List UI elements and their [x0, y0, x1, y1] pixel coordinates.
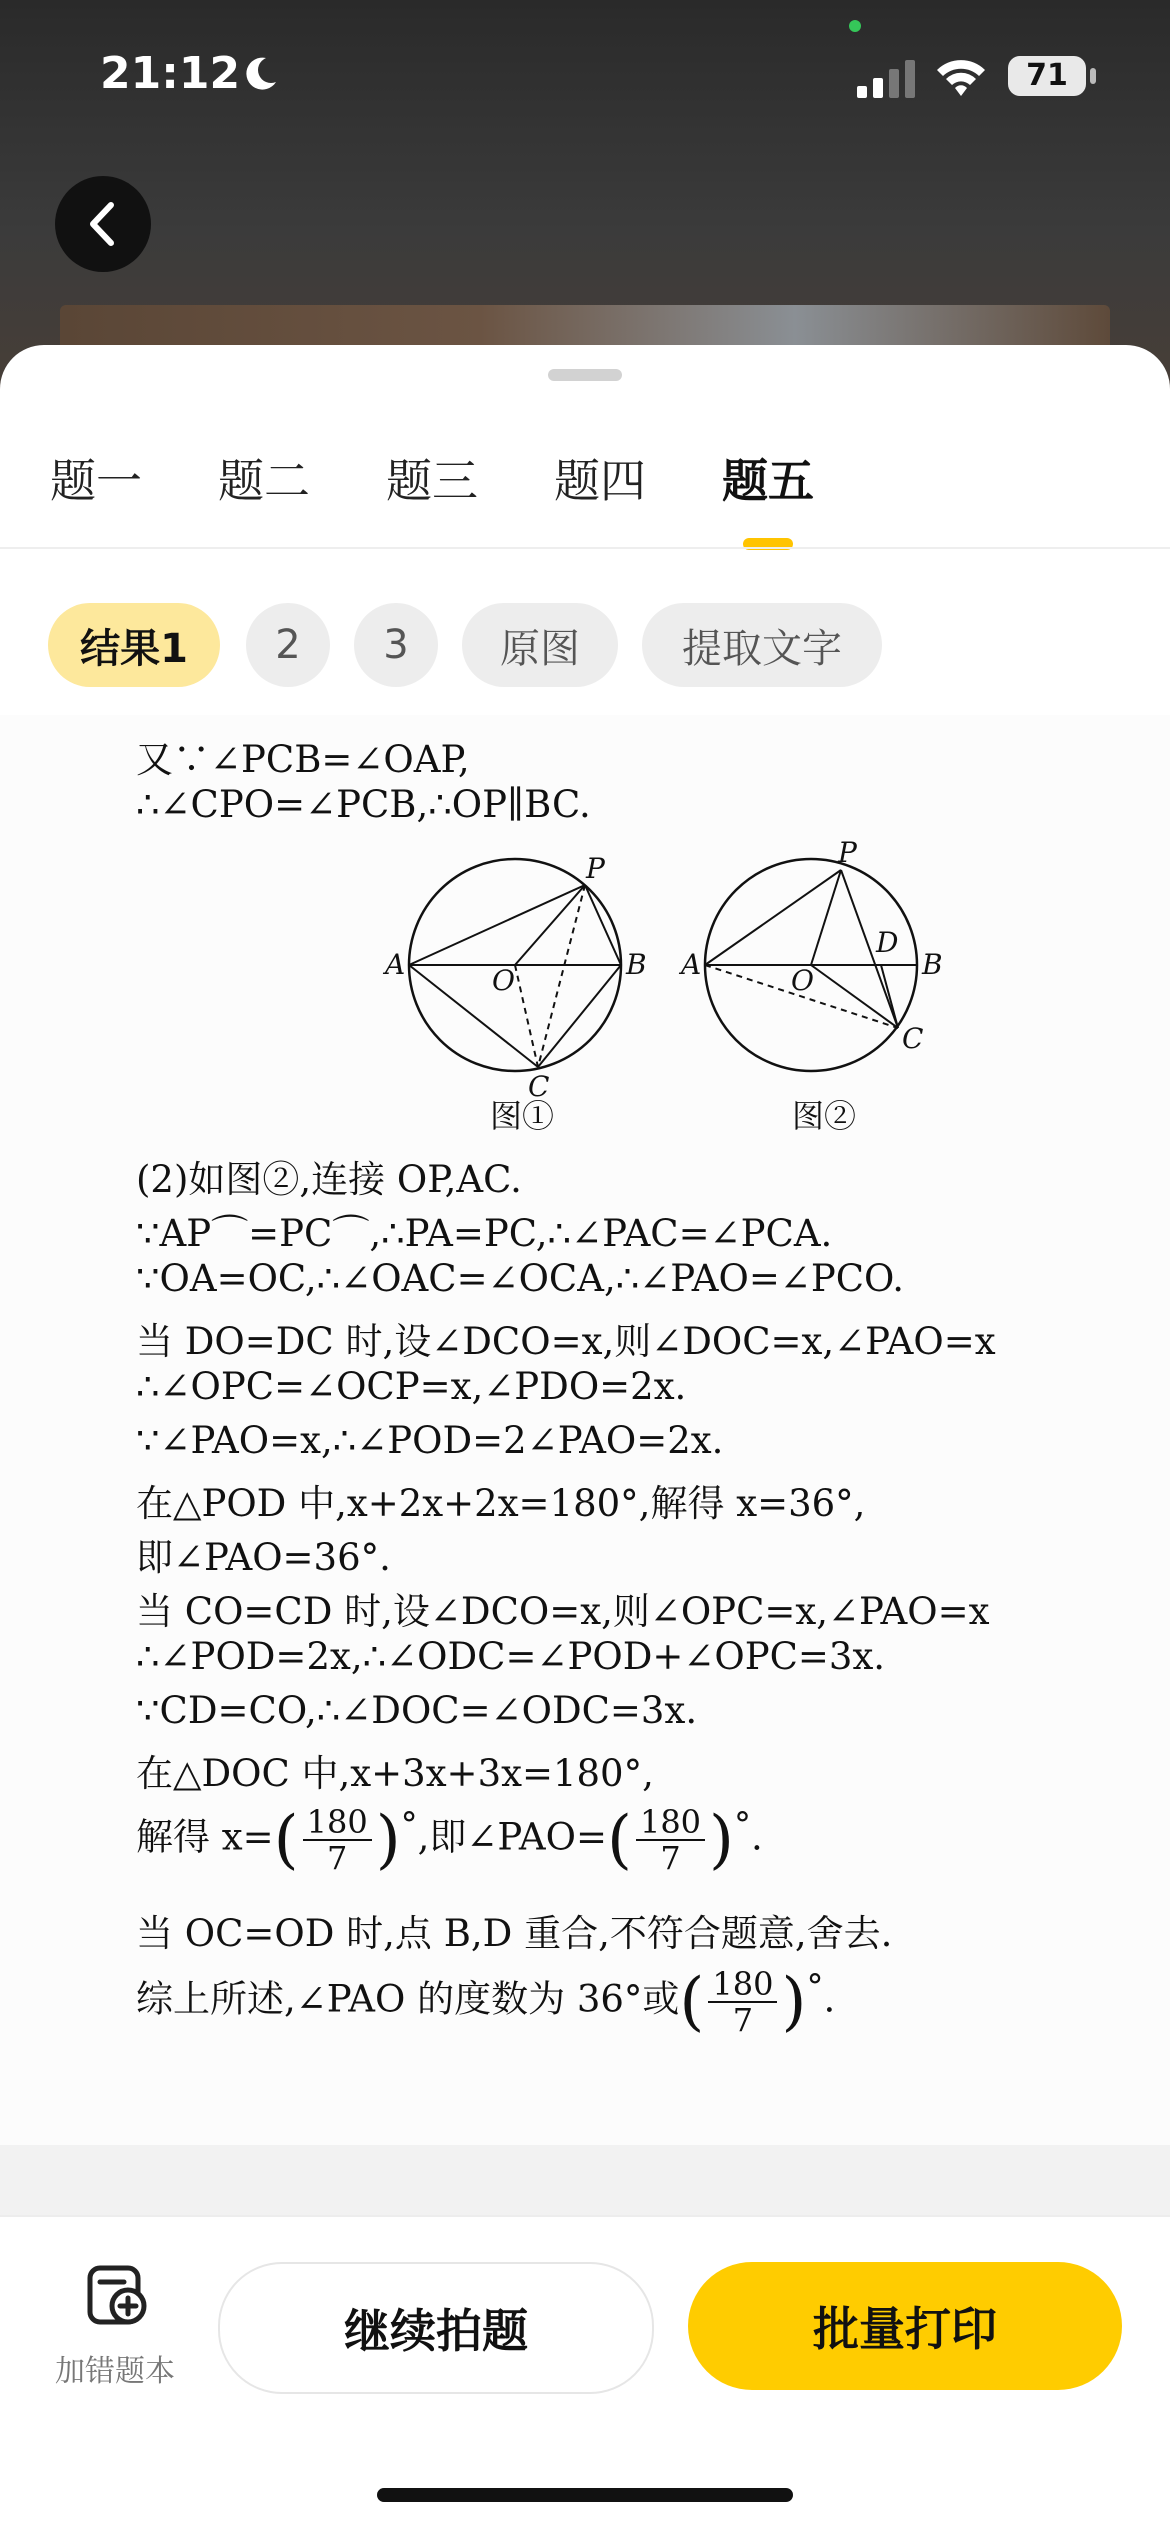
batch-print-button[interactable]: 批量打印	[688, 2262, 1122, 2390]
content-divider	[0, 2145, 1170, 2215]
solution-document	[0, 715, 1170, 2145]
fraction-numerator: 180	[636, 1805, 705, 1841]
figure-label: C	[528, 1070, 550, 1100]
figure-label: C	[902, 1022, 924, 1055]
doc-line: ∵CD=CO,∴∠DOC=∠ODC=3x.	[136, 1689, 698, 1732]
chip-result-2[interactable]: 2	[246, 603, 330, 687]
fraction-numerator: 180	[708, 1967, 777, 2003]
question-tabs	[0, 445, 1170, 555]
figure-label: P	[838, 840, 857, 869]
continue-scan-button[interactable]: 继续拍题	[218, 2262, 654, 2394]
tab-question-3[interactable]: 题三	[386, 454, 478, 508]
tab-question-5[interactable]: 题五	[722, 454, 814, 508]
doc-line: ∵∠PAO=x,∴∠POD=2∠PAO=2x.	[136, 1419, 724, 1462]
solve-result-line: 解得 x=( $\frac{180}{7}$ )°,即∠PAO=( $\frac{180}{7}$ )°.	[136, 1803, 763, 1877]
moon-icon	[240, 54, 280, 94]
status-bar	[0, 0, 1170, 150]
privacy-indicator-dot	[849, 20, 861, 32]
tab-question-4[interactable]: 题四	[554, 454, 646, 508]
doc-line: ∵AP⌒=PC⌒,∴PA=PC,∴∠PAC=∠PCA.	[136, 1212, 833, 1255]
fraction	[303, 1805, 372, 1875]
doc-line: 在△POD 中,x+2x+2x=180°,解得 x=36°,	[136, 1482, 866, 1525]
figure-label: A	[681, 948, 702, 981]
doc-line: 当 DO=DC 时,设∠DCO=x,则∠DOC=x,∠PAO=x	[136, 1320, 996, 1363]
wifi-icon	[935, 56, 987, 98]
chevron-left-icon	[83, 199, 123, 249]
cellular-signal-icon	[855, 58, 919, 98]
add-to-notebook-icon	[84, 2262, 150, 2328]
fraction-denominator: 7	[660, 1839, 681, 1877]
figure-1-caption: 图①	[490, 1097, 555, 1135]
figure-2-caption: 图②	[792, 1097, 857, 1135]
doc-line: ∴∠OPC=∠OCP=x,∠PDO=2x.	[136, 1365, 687, 1408]
sheet-grabber[interactable]	[548, 369, 622, 381]
chip-extract-text[interactable]: 提取文字	[642, 603, 882, 687]
geometry-figure-2	[676, 840, 976, 1100]
figure-label: B	[626, 948, 647, 981]
tab-question-2[interactable]: 题二	[218, 454, 310, 508]
add-wrong-book-button[interactable]	[40, 2262, 190, 2392]
battery-icon: 71	[1008, 56, 1086, 96]
home-indicator[interactable]	[377, 2488, 793, 2502]
chip-original-image[interactable]: 原图	[462, 603, 618, 687]
result-chips	[0, 603, 1170, 693]
doc-line: 又∵∠PCB=∠OAP,	[136, 738, 470, 781]
tab-divider	[0, 547, 1170, 549]
summary-suffix: .	[823, 1977, 836, 2021]
solve-prefix: 解得 x=	[136, 1815, 274, 1859]
figure-label: O	[492, 964, 515, 997]
back-button[interactable]	[55, 176, 151, 272]
doc-line: 即∠PAO=36°.	[136, 1536, 391, 1579]
fraction	[708, 1967, 777, 2037]
figure-label: A	[385, 948, 406, 981]
figure-label: P	[586, 852, 605, 885]
solve-middle: ,即∠PAO=	[417, 1815, 607, 1859]
battery-tip	[1090, 68, 1096, 84]
doc-line: 当 CO=CD 时,设∠DCO=x,则∠OPC=x,∠PAO=x	[136, 1590, 990, 1633]
fraction-denominator: 7	[326, 1839, 348, 1877]
doc-line: ∵OA=OC,∴∠OAC=∠OCA,∴∠PAO=∠PCO.	[136, 1257, 904, 1300]
tab-question-1[interactable]: 题一	[50, 454, 142, 508]
doc-line: ∴∠POD=2x,∴∠ODC=∠POD+∠OPC=3x.	[136, 1635, 886, 1678]
chip-result-1[interactable]: 结果1	[48, 603, 220, 687]
figure-label: B	[922, 948, 943, 981]
geometry-figure-1	[380, 840, 660, 1100]
chip-result-3[interactable]: 3	[354, 603, 438, 687]
status-time: 21:12	[100, 48, 241, 99]
doc-line: ∴∠CPO=∠PCB,∴OP∥BC.	[136, 783, 591, 826]
add-wrong-book-label: 加错题本	[55, 2354, 175, 2389]
fraction	[636, 1805, 705, 1875]
summary-prefix: 综上所述,∠PAO 的度数为 36°或	[136, 1977, 680, 2021]
figure-label: D	[876, 926, 899, 959]
solve-suffix: .	[751, 1815, 763, 1859]
doc-line: 当 OC=OD 时,点 B,D 重合,不符合题意,舍去.	[136, 1912, 893, 1955]
doc-line: (2)如图②,连接 OP,AC.	[136, 1158, 522, 1201]
doc-line: 在△DOC 中,x+3x+3x=180°,	[136, 1752, 654, 1795]
fraction-denominator: 7	[732, 2001, 754, 2039]
summary-line: 综上所述,∠PAO 的度数为 36°或( $\frac{180}{7}$ )°.	[136, 1965, 836, 2039]
fraction-numerator: 180	[303, 1805, 372, 1841]
figure-label: O	[791, 964, 814, 997]
